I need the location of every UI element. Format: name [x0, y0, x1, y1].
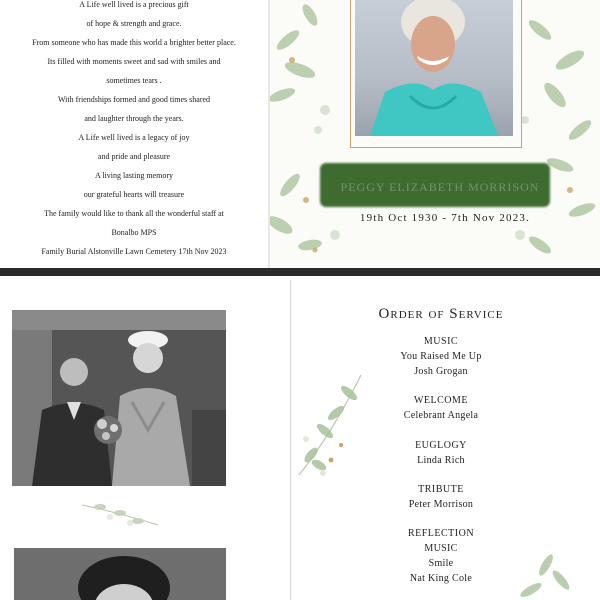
portrait-photo	[355, 0, 513, 136]
poem-line: The family would like to thank all the wonderful staff at	[44, 209, 224, 218]
section-line: Celebrant Angela	[403, 410, 479, 421]
section-heading: EUGLOGY	[415, 440, 467, 451]
poem-line: With friendships formed and good times shared	[57, 95, 211, 104]
poem-line: our grateful hearts will treasure	[83, 190, 185, 199]
section-divider	[0, 268, 600, 276]
wedding-photo	[12, 310, 226, 486]
poem-line: Family Burial Alstonville Lawn Cemetery 17th Nov 2023	[41, 247, 227, 256]
section-line: Peter Morrison	[408, 499, 474, 510]
section-heading: WELCOME	[413, 395, 469, 406]
poem-line: Bonalbo MPS	[111, 228, 157, 237]
deceased-name: PEGGY ELIZABETH MORRISON	[340, 180, 540, 194]
headshot-photo	[14, 548, 226, 600]
service-title: Order of Service	[378, 306, 504, 322]
life-dates: 19th Oct 1930 - 7th Nov 2023.	[359, 212, 531, 224]
cover-page	[270, 0, 600, 268]
wedding-icon	[12, 310, 226, 486]
poem-line: A Life well lived is a precious gift	[79, 0, 189, 9]
photos-page	[0, 280, 291, 600]
headshot-icon	[14, 548, 226, 600]
poem-line: and laughter through the years.	[84, 114, 184, 123]
poem-line: of hope & strength and grace.	[86, 19, 182, 28]
section-line: MUSIC	[424, 543, 458, 554]
leaf-sprig-icon	[80, 495, 160, 529]
section-line: Smile	[428, 558, 454, 569]
poem-line: Its filled with moments sweet and sad with smiles and	[47, 57, 221, 66]
poem-line: A living lasting memory	[95, 171, 173, 180]
section-line: Josh Grogan	[414, 366, 468, 377]
section-heading: TRIBUTE	[418, 484, 464, 495]
poem-line: From someone who has made this world a brighter better place.	[32, 38, 236, 47]
poem-page	[0, 0, 268, 268]
poem-line: A Life well lived is a legacy of joy	[78, 133, 190, 142]
poem-line: sometimes tears .	[106, 76, 162, 85]
section-line: You Raised Me Up	[400, 351, 482, 362]
section-heading: REFLECTION	[407, 528, 475, 539]
portrait-icon	[355, 0, 513, 136]
order-of-service-page	[291, 280, 600, 600]
section-heading: MUSIC	[423, 336, 459, 347]
poem-line: and pride and pleasure	[97, 152, 171, 161]
section-line: Nat King Cole	[409, 573, 473, 584]
section-line: Linda Rich	[417, 455, 465, 466]
